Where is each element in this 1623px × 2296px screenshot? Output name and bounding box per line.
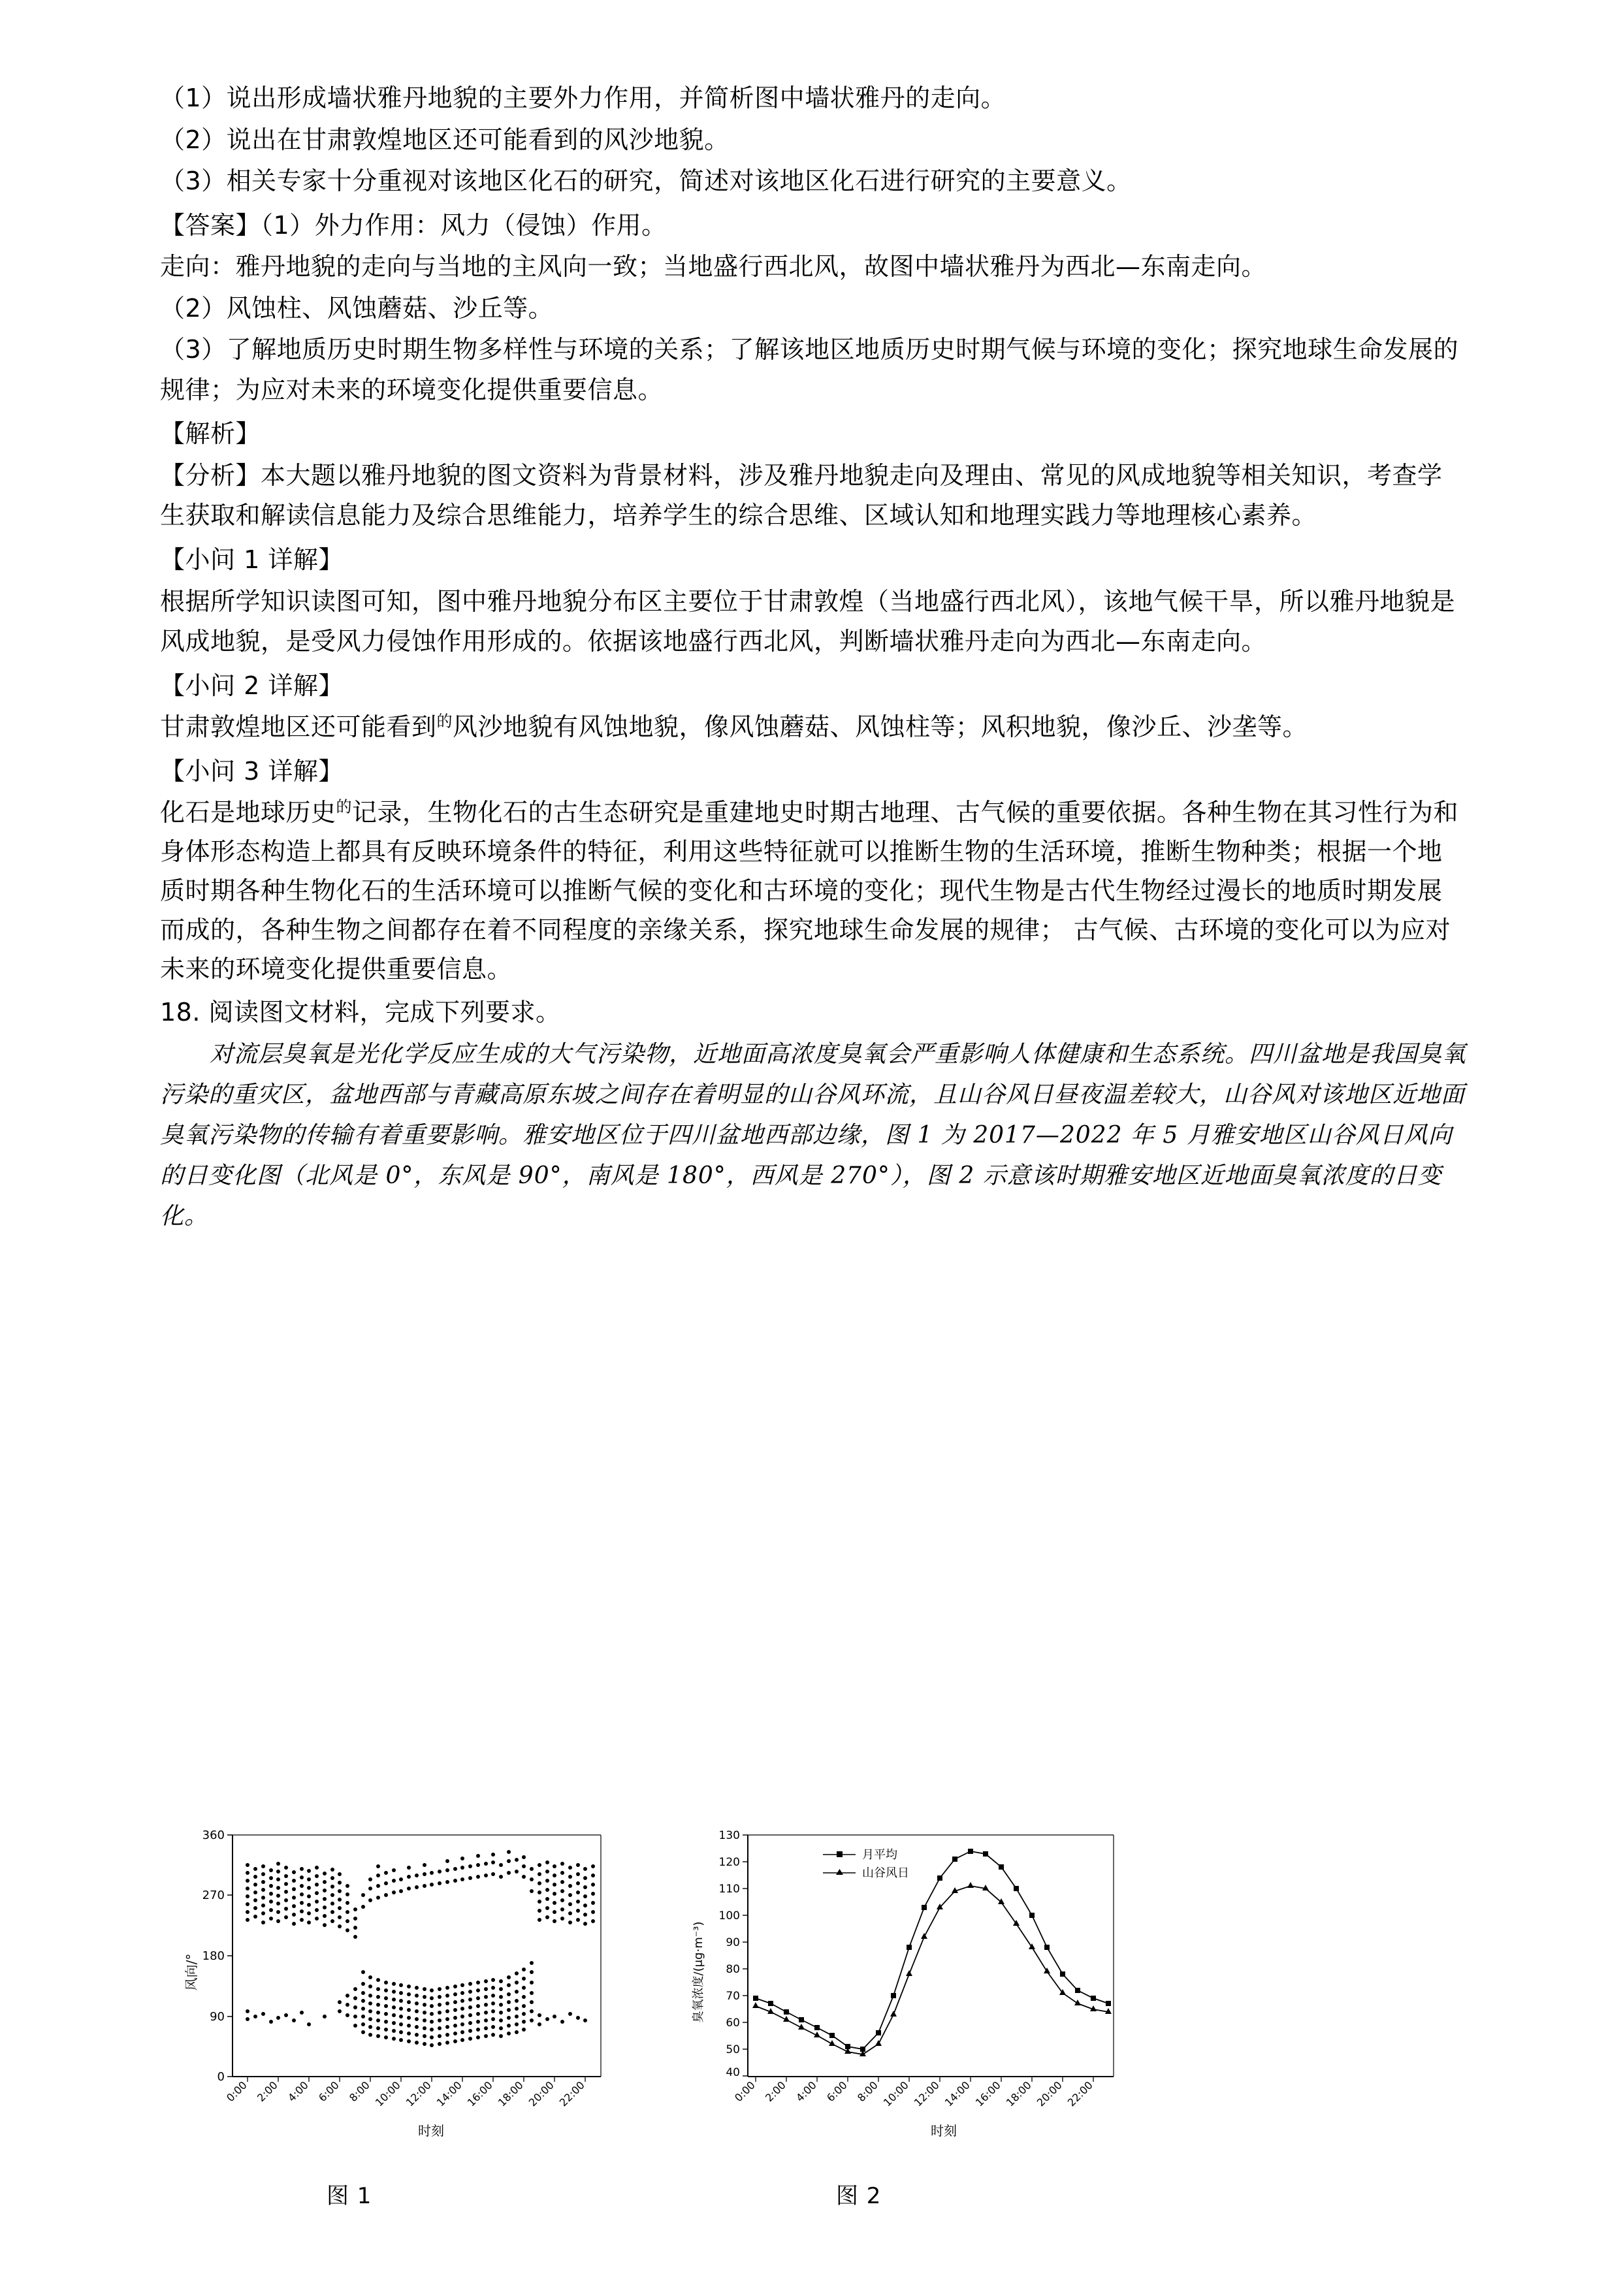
svg-text:40: 40 xyxy=(726,2066,740,2079)
analysis-paragraph xyxy=(160,456,1466,536)
figure-1-scatter-points xyxy=(246,1850,595,2047)
svg-text:4:00: 4:00 xyxy=(285,2079,311,2105)
sub-answer-3-superscript: 的 xyxy=(336,797,353,816)
answer-section xyxy=(160,206,1466,411)
figure-1 xyxy=(170,1809,627,2152)
svg-text:360: 360 xyxy=(202,1828,225,1842)
figure-2 xyxy=(683,1809,1140,2152)
figure-2-svg xyxy=(683,1809,1140,2148)
svg-text:130: 130 xyxy=(718,1829,740,1842)
svg-text:14:00: 14:00 xyxy=(942,2079,972,2109)
svg-text:0:00: 0:00 xyxy=(731,2079,758,2105)
figure-group xyxy=(160,1809,1466,2175)
svg-text:0:00: 0:00 xyxy=(223,2079,249,2105)
svg-text:12:00: 12:00 xyxy=(403,2079,434,2109)
questions-list xyxy=(160,78,1466,202)
sub-answer-2-label: 【小问 2 详解】 xyxy=(160,671,344,700)
svg-text:18:00: 18:00 xyxy=(1003,2079,1034,2109)
svg-text:100: 100 xyxy=(718,1909,740,1922)
svg-text:4:00: 4:00 xyxy=(793,2079,819,2105)
svg-text:10:00: 10:00 xyxy=(372,2079,403,2109)
analysis-section xyxy=(160,414,1466,536)
svg-text:2:00: 2:00 xyxy=(254,2079,280,2105)
answer-line: （2）风蚀柱、风蚀蘑菇、沙丘等。 xyxy=(160,293,554,323)
answer-line: 走向：雅丹地貌的走向与当地的主风向一致；当地盛行西北风，故图中墙状雅丹为西北—东南走向。 xyxy=(160,252,1267,281)
figure-1-svg xyxy=(170,1809,627,2148)
analysis-heading: 【分析】 xyxy=(160,460,261,490)
analysis-label: 【解析】 xyxy=(160,419,261,449)
svg-text:6:00: 6:00 xyxy=(315,2079,342,2105)
series-monthly-markers xyxy=(753,1849,1111,2052)
sub-answer-2-text-a: 甘肃敦煌地区还可能看到 xyxy=(160,712,437,742)
svg-text:16:00: 16:00 xyxy=(972,2079,1003,2109)
sub-answer-3-text xyxy=(160,793,1466,989)
figure-2-xlabel: 时刻 xyxy=(931,2123,957,2139)
sub-answer-2-superscript: 的 xyxy=(436,712,453,731)
analysis-text: 本大题以雅丹地貌的图文资料为背景材料，涉及雅丹地貌走向及理由、常见的风成地貌等相关知识，考查学生获取和解读信息能力及综合思维能力，培养学生的综合思维、区域认知和地理实践力等地理核心素养。 xyxy=(160,460,1443,530)
svg-text:270: 270 xyxy=(202,1889,225,1902)
figure-1-xlabel: 时刻 xyxy=(418,2123,444,2139)
svg-text:18:00: 18:00 xyxy=(495,2079,526,2109)
svg-text:22:00: 22:00 xyxy=(1065,2079,1095,2109)
sub-answer-3 xyxy=(160,752,1466,989)
svg-text:8:00: 8:00 xyxy=(346,2079,372,2105)
svg-text:90: 90 xyxy=(726,1936,740,1949)
svg-text:8:00: 8:00 xyxy=(854,2079,880,2105)
svg-text:60: 60 xyxy=(726,2017,740,2030)
question-item: （1）说出形成墙状雅丹地貌的主要外力作用，并简析图中墙状雅丹的走向。 xyxy=(160,84,1006,112)
svg-text:20:00: 20:00 xyxy=(526,2079,556,2109)
svg-text:22:00: 22:00 xyxy=(556,2079,587,2109)
question-item: （2）说出在甘肃敦煌地区还可能看到的风沙地貌。 xyxy=(160,125,730,154)
sub-answer-3-text-a: 化石是地球历史 xyxy=(160,798,336,827)
sub-answer-1-text: 根据所学知识读图可知，图中雅丹地貌分布区主要位于甘肃敦煌（当地盛行西北风），该地气候干旱，所以雅丹地貌是风成地貌，是受风力侵蚀作用形成的。依据该地盛行西北风，判断墙状雅丹走向为西北—东南走向。 xyxy=(160,586,1456,656)
item-18-title: 18. 阅读图文材料，完成下列要求。 xyxy=(160,998,561,1027)
svg-text:0: 0 xyxy=(217,2070,225,2084)
item-18-passage: 对流层臭氧是光化学反应生成的大气污染物，近地面高浓度臭氧会严重影响人体健康和生态系统。四川盆地是我国臭氧污染的重灾区，盆地西部与青藏高原东坡之间存在着明显的山谷风环流，且山谷风日昼夜温差较大，山谷风对该地区近地面臭氧污染物的传输有着重要影响。雅安地区位于四川盆地西部边缘，图 1 为 2017—2022 年 5 月雅安地区山谷风日风向的日变化图（北风是 0°，东风是 90°，南风是 180°，西风是 270°），图 2 示意该时期雅安地区近地面臭氧浓度的日变化。 xyxy=(160,1041,1467,1230)
svg-text:50: 50 xyxy=(726,2043,740,2056)
sub-answer-2-text-b: 风沙地貌有风蚀地貌，像风蚀蘑菇、风蚀柱等；风积地貌，像沙丘、沙垄等。 xyxy=(453,712,1308,742)
svg-text:6:00: 6:00 xyxy=(824,2079,850,2105)
question-item: （3）相关专家十分重视对该地区化石的研究，简述对该地区化石进行研究的主要意义。 xyxy=(160,167,1132,196)
svg-text:90: 90 xyxy=(210,2010,225,2024)
series-monthly-line xyxy=(756,1851,1108,2049)
document-body xyxy=(160,78,1466,1241)
sub-answer-2 xyxy=(160,666,1466,748)
sub-answer-3-text-b: 记录，生物化石的古生态研究是重建地史时期古地理、古气候的重要依据。各种生物在其习性行为和身体形态构造上都具有反映环境条件的特征，利用这些特征就可以推断生物的生活环境，推断生物种类；根据一个地质时期各种生物化石的生活环境可以推断气候的变化和古环境的变化；现代生物是古代生物经过漫长的地质时期发展而成的，各种生物之间都存在着不同程度的亲缘关系，探究地球生命发展的规律； 古气候、古环境的变化可以为应对未来的环境变化提供重要信息。 xyxy=(160,798,1459,984)
svg-text:10:00: 10:00 xyxy=(880,2079,911,2109)
sub-answer-1 xyxy=(160,540,1466,662)
series-valleywind-line xyxy=(756,1886,1108,2054)
item-18 xyxy=(160,993,1466,1236)
svg-text:20:00: 20:00 xyxy=(1034,2079,1065,2109)
svg-text:80: 80 xyxy=(726,1963,740,1976)
figure-1-ylabel: 风向/° xyxy=(184,1953,199,1991)
svg-text:180: 180 xyxy=(202,1949,225,1963)
sub-answer-1-label: 【小问 1 详解】 xyxy=(160,545,344,575)
svg-text:12:00: 12:00 xyxy=(911,2079,942,2109)
svg-text:110: 110 xyxy=(718,1883,740,1896)
sub-answer-2-text xyxy=(160,707,1466,748)
figure-2-caption: 图 2 xyxy=(836,2183,882,2209)
figure-2-legend xyxy=(823,1848,909,1880)
svg-text:14:00: 14:00 xyxy=(434,2079,464,2109)
svg-text:2:00: 2:00 xyxy=(762,2079,788,2105)
legend-label-valleywind: 山谷风日 xyxy=(862,1866,909,1880)
svg-text:70: 70 xyxy=(726,1990,740,2003)
answer-line: （3）了解地质历史时期生物多样性与环境的关系；了解该地区地质历史时期气候与环境的变化；探究地球生命发展的规律；为应对未来的环境变化提供重要信息。 xyxy=(160,335,1459,404)
figure-1-caption: 图 1 xyxy=(327,2183,372,2209)
svg-text:16:00: 16:00 xyxy=(464,2079,495,2109)
svg-text:120: 120 xyxy=(718,1856,740,1869)
legend-label-monthly: 月平均 xyxy=(862,1848,897,1862)
answer-line: 【答案】（1）外力作用：风力（侵蚀）作用。 xyxy=(160,210,667,240)
sub-answer-3-label: 【小问 3 详解】 xyxy=(160,756,344,786)
figure-2-ylabel: 臭氧浓度/(μg·m⁻³) xyxy=(692,1921,705,2023)
